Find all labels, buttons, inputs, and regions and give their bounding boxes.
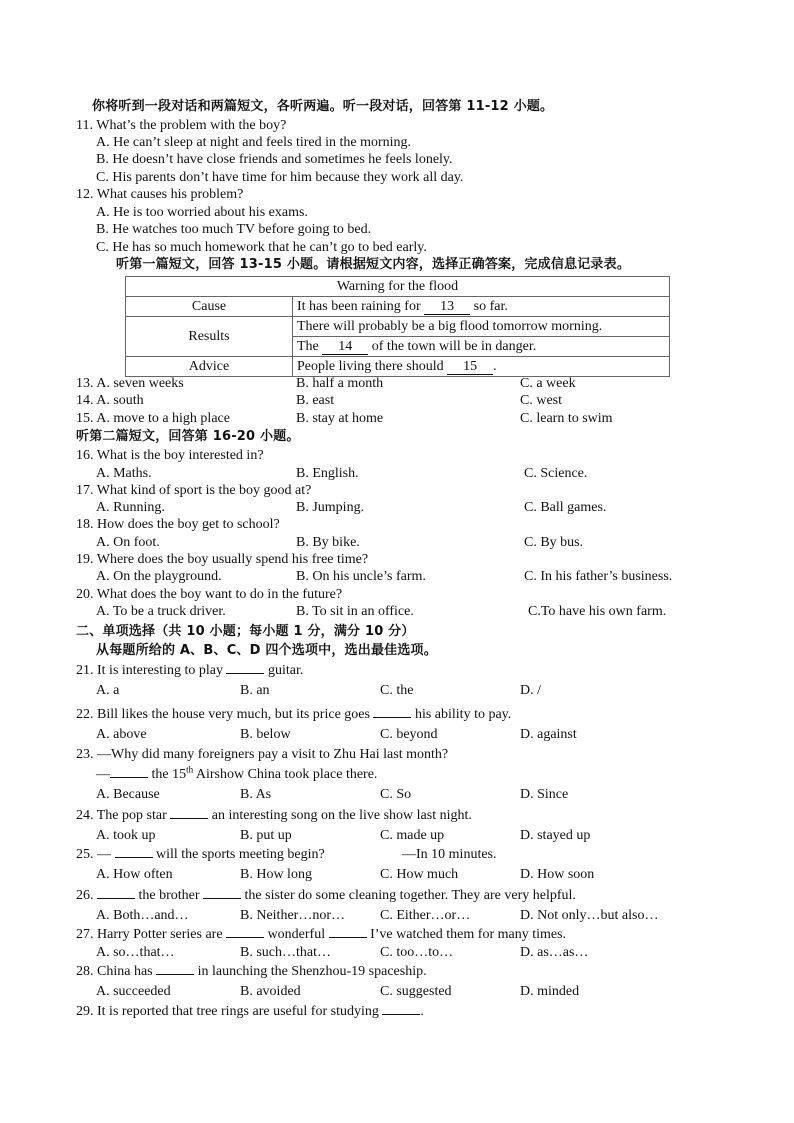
q24-option-b: B. put up [240,828,292,843]
q20-option-a: A. To be a truck driver. [96,604,226,619]
q13-option-c: C. a week [520,376,576,391]
question-27: 27. Harry Potter series are wonderful I’ve watched them for many times. [76,927,567,942]
q18-option-b: B. By bike. [296,535,360,550]
question-20: 20. What does the boy want to do in the future? [76,587,343,602]
q24-option-a: A. took up [96,828,156,843]
q27-option-a: A. so…that… [96,945,175,960]
q28-option-a: A. succeeded [96,984,171,999]
row-label-advice: Advice [126,357,293,377]
question-26: 26. the brother the sister do some cleaning together. They are very helpful. [76,888,576,903]
q13-option-b: B. half a month [296,376,384,391]
blank-26a [97,898,135,899]
flood-info-table [125,276,670,377]
question-25: 25. — will the sports meeting begin? [76,847,325,862]
q27-option-c: C. too…to… [380,945,454,960]
q20-option-b: B. To sit in an office. [296,604,414,619]
q19-option-c: C. In his father’s business. [524,569,673,584]
results-cell-1: There will probably be a big flood tomorrow morning. [293,317,670,337]
q23-option-b: B. As [240,787,272,802]
cause-cell: It has been raining for 13 so far. [293,297,670,317]
blank-21 [226,673,264,674]
blank-15: 15 [447,359,493,375]
q11-option-b: B. He doesn’t have close friends and sometimes he feels lonely. [96,152,453,167]
blank-13: 13 [424,299,470,315]
q12-option-c: C. He has so much homework that he can’t go to bed early. [96,240,427,255]
q15-option-b: B. stay at home [296,411,384,426]
section-instruction-passage-2: 听第二篇短文，回答第 16-20 小题。 [76,429,300,444]
question-23: 23. —Why did many foreigners pay a visit to Zhu Hai last month? [76,747,449,762]
q22-option-c: C. beyond [380,727,438,742]
q17-option-c: C. Ball games. [524,500,607,515]
q28-option-b: B. avoided [240,984,301,999]
blank-29 [382,1014,420,1015]
q25-option-b: B. How long [240,867,312,882]
blank-14: 14 [322,339,368,355]
blank-22 [373,717,411,718]
question-23-reply: — the 15th Airshow China took place there. [96,764,378,782]
blank-26b [203,898,241,899]
section-instruction-dialogue: 你将听到一段对话和两篇短文，各听两遍。听一段对话，回答第 11-12 小题。 [92,99,554,114]
results-cell-2: The 14 of the town will be in danger. [293,337,670,357]
row-label-results: Results [126,317,293,357]
q26-option-a: A. Both…and… [96,908,189,923]
question-15: 15. A. move to a high place [76,411,230,426]
q16-option-c: C. Science. [524,466,588,481]
question-17: 17. What kind of sport is the boy good at? [76,483,312,498]
q18-option-a: A. On foot. [96,535,160,550]
q25-option-c: C. How much [380,867,459,882]
q27-option-b: B. such…that… [240,945,331,960]
q20-option-c: C.To have his own farm. [528,604,667,619]
q16-option-a: A. Maths. [96,466,152,481]
question-16: 16. What is the boy interested in? [76,448,264,463]
advice-cell: People living there should 15 . [293,357,670,377]
q26-option-c: C. Either…or… [380,908,471,923]
q26-option-b: B. Neither…nor… [240,908,345,923]
q17-option-a: A. Running. [96,500,165,515]
section-instruction-passage-1: 听第一篇短文，回答 13-15 小题。请根据短文内容，选择正确答案，完成信息记录表。 [116,257,631,272]
question-18: 18. How does the boy get to school? [76,517,280,532]
q25-option-d: D. How soon [520,867,595,882]
blank-23 [110,777,148,778]
q23-option-d: D. Since [520,787,569,802]
q17-option-b: B. Jumping. [296,500,365,515]
q15-option-c: C. learn to swim [520,411,613,426]
q23-option-c: C. So [380,787,412,802]
question-24: 24. The pop star an interesting song on the live show last night. [76,808,472,823]
question-11: 11. What’s the problem with the boy? [76,118,287,133]
q14-option-c: C. west [520,393,562,408]
question-25-reply: —In 10 minutes. [402,847,497,862]
q12-option-b: B. He watches too much TV before going to bed. [96,222,372,237]
q14-option-b: B. east [296,393,335,408]
question-28: 28. China has in launching the Shenzhou-19 spaceship. [76,964,427,979]
blank-28 [156,974,194,975]
question-29: 29. It is reported that tree rings are useful for studying . [76,1004,424,1019]
q22-option-d: D. against [520,727,577,742]
q21-option-b: B. an [240,683,270,698]
q22-option-b: B. below [240,727,291,742]
q21-option-c: C. the [380,683,414,698]
q21-option-a: A. a [96,683,120,698]
section-2-heading: 二、单项选择（共 10 小题；每小题 1 分，满分 10 分） [76,624,415,639]
q11-option-a: A. He can’t sleep at night and feels tired in the morning. [96,135,412,150]
blank-25 [115,857,153,858]
blank-27b [329,937,367,938]
question-21: 21. It is interesting to play guitar. [76,663,304,678]
q16-option-b: B. English. [296,466,359,481]
q26-option-d: D. Not only…but also… [520,908,659,923]
table-title: Warning for the flood [126,277,670,297]
blank-24 [170,818,208,819]
blank-27a [226,937,264,938]
q24-option-d: D. stayed up [520,828,591,843]
row-label-cause: Cause [126,297,293,317]
q25-option-a: A. How often [96,867,173,882]
question-22: 22. Bill likes the house very much, but its price goes his ability to pay. [76,707,512,722]
q18-option-c: C. By bus. [524,535,584,550]
q24-option-c: C. made up [380,828,445,843]
section-2-instruction: 从每题所给的 A、B、C、D 四个选项中，选出最佳选项。 [96,643,437,658]
question-13: 13. A. seven weeks [76,376,184,391]
q23-option-a: A. Because [96,787,160,802]
q12-option-a: A. He is too worried about his exams. [96,205,308,220]
question-14: 14. A. south [76,393,144,408]
q19-option-a: A. On the playground. [96,569,222,584]
question-12: 12. What causes his problem? [76,187,244,202]
q22-option-a: A. above [96,727,147,742]
q27-option-d: D. as…as… [520,945,589,960]
q28-option-c: C. suggested [380,984,452,999]
q21-option-d: D. / [520,683,541,698]
q19-option-b: B. On his uncle’s farm. [296,569,426,584]
question-19: 19. Where does the boy usually spend his free time? [76,552,369,567]
q11-option-c: C. His parents don’t have time for him because they work all day. [96,170,464,185]
q28-option-d: D. minded [520,984,580,999]
